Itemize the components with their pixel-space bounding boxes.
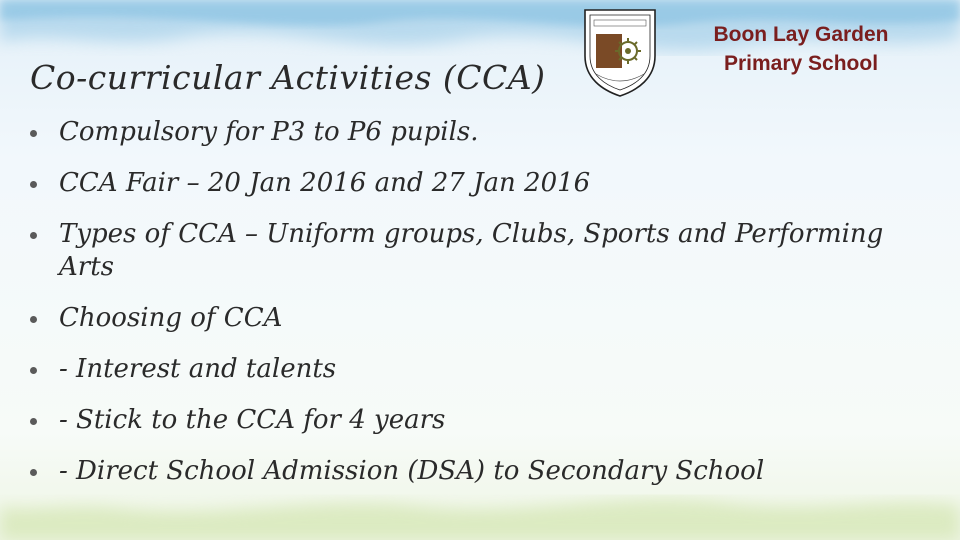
school-crest-icon: [580, 4, 660, 98]
bullet-list: [30, 116, 910, 506]
bullet-dot-icon: [30, 418, 37, 425]
bullet-text: - Direct School Admission (DSA) to Secondary School: [59, 456, 765, 486]
school-name-line-1: Boon Lay Garden: [713, 23, 889, 46]
list-item: [30, 167, 910, 200]
bullet-dot-icon: [30, 181, 37, 188]
bullet-text: Types of CCA – Uniform groups, Clubs, Sports and Performing Arts: [59, 219, 884, 282]
school-name: [690, 20, 912, 78]
list-item: [30, 218, 910, 284]
list-item: [30, 404, 910, 437]
bullet-dot-icon: [30, 130, 37, 137]
school-name-line-2: Primary School: [723, 52, 879, 75]
list-item: [30, 116, 910, 149]
bullet-dot-icon: [30, 232, 37, 239]
bullet-dot-icon: [30, 367, 37, 374]
bullet-text: Choosing of CCA: [59, 303, 283, 333]
slide-title: Co-curricular Activities (CCA): [30, 58, 546, 97]
bullet-dot-icon: [30, 316, 37, 323]
bullet-text: - Stick to the CCA for 4 years: [59, 405, 446, 435]
bullet-text: CCA Fair – 20 Jan 2016 and 27 Jan 2016: [59, 168, 591, 198]
bullet-text: - Interest and talents: [59, 354, 337, 384]
list-item: [30, 455, 910, 488]
list-item: [30, 302, 910, 335]
bullet-dot-icon: [30, 469, 37, 476]
bullet-text: Compulsory for P3 to P6 pupils.: [59, 117, 479, 147]
list-item: [30, 353, 910, 386]
